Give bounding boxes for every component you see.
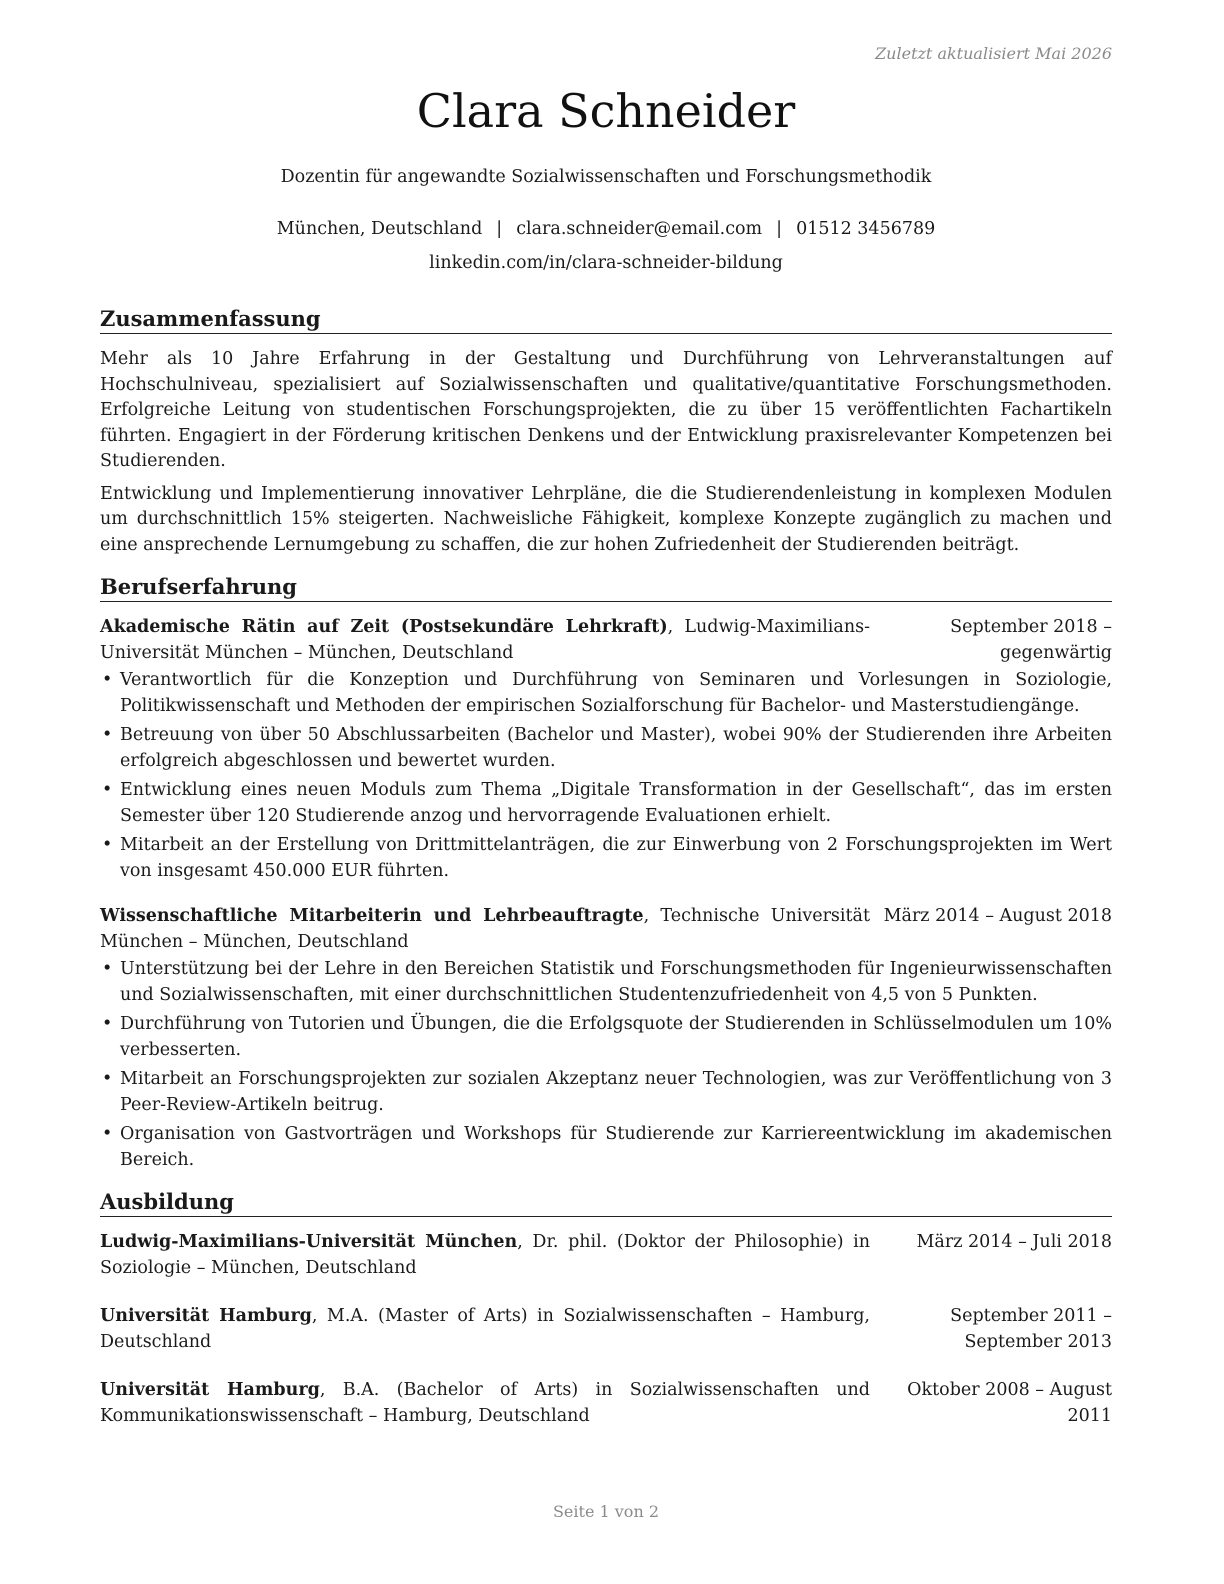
email-link[interactable]: clara.schneider@email.com [516,219,763,239]
education-dates: März 2014 – Juli 2018 [916,1232,1112,1252]
education-heading [100,1378,870,1429]
job-title: Wissenschaftliche Mitarbeiterin und Lehrbeauftragte [100,906,644,926]
bullet-item: • Betreuung von über 50 Abschlussarbeiten (Bachelor und Master), wobei 90% der Studierenden ihre Arbeiten erfolgreich abgeschlossen und bewertet wurden. [100,723,1112,774]
job-dates: März 2014 – August 2018 [883,906,1112,926]
bullet-item: • Unterstützung bei der Lehre in den Bereichen Statistik und Forschungsmethoden für Ingenieurwissenschaften und Sozialwissenschaften, mit einer durchschnittlichen Studentenzufriedenheit von 4,5 von 5 Punkten. [100,957,1112,1008]
institution-name: Universität Hamburg [100,1380,320,1400]
separator: | [776,219,783,239]
experience-section [100,572,1112,1173]
degree-details: , M.A. (Master of Arts) in Sozialwissenschaften – Hamburg, Deutschland [100,1306,870,1352]
location: München, Deutschland [276,219,483,239]
section-heading-experience: Berufserfahrung [100,572,1112,602]
bullet-item: • Entwicklung eines neuen Moduls zum Thema „Digitale Transformation in der Gesellschaft“, das im ersten Semester über 120 Studierende anzog und hervorragende Evaluationen erhielt. [100,778,1112,829]
education-heading [100,1304,870,1355]
resume-content [100,304,1112,1429]
job-heading [100,904,870,955]
job-bullets [100,957,1112,1173]
resume-page [100,0,1112,1584]
bullet-item: • Mitarbeit an Forschungsprojekten zur sozialen Akzeptanz neuer Technologien, was zur Veröffentlichung von 3 Peer-Review-Artikeln beitrug. [100,1067,1112,1118]
page-number: Seite 1 von 2 [552,1502,660,1521]
phone: 01512 3456789 [796,219,936,239]
bullet-item: • Durchführung von Tutorien und Übungen, die die Erfolgsquote der Studierenden in Schlüsselmodulen um 10% verbesserten. [100,1012,1112,1063]
education-entry [100,1378,1112,1429]
job-title: Akademische Rätin auf Zeit (Postsekundäre Lehrkraft) [100,617,668,637]
education-section [100,1187,1112,1429]
institution-name: Universität Hamburg [100,1306,312,1326]
education-dates: September 2011 – September 2013 [950,1306,1112,1352]
job-bullets [100,668,1112,884]
separator: | [496,219,503,239]
bullet-item: • Mitarbeit an der Erstellung von Drittmittelanträgen, die zur Einwerbung von 2 Forschungsprojekten im Wert von insgesamt 450.000 EUR führten. [100,833,1112,884]
linkedin-link[interactable]: linkedin.com/in/clara-schneider-bildung [429,253,783,273]
person-name: Clara Schneider [416,84,796,138]
job-employer: , Ludwig-Maximilians-Universität München – München, Deutschland [100,617,870,663]
job-entry [100,615,1112,884]
job-dates: September 2018 – gegenwärtig [950,617,1112,663]
degree-details: , B.A. (Bachelor of Arts) in Sozialwissenschaften und Kommunikationswissenschaft – Hamburg, Deutschland [100,1380,870,1426]
job-entry [100,904,1112,1173]
job-heading [100,615,870,666]
contact-line [100,219,1112,239]
education-entry [100,1230,1112,1281]
job-header [100,904,1112,955]
bullet-item: • Organisation von Gastvorträgen und Workshops für Studierende zur Karriereentwicklung im akademischen Bereich. [100,1122,1112,1173]
bullet-item: • Verantwortlich für die Konzeption und Durchführung von Seminaren und Vorlesungen in Soziologie, Politikwissenschaft und Methoden der empirischen Sozialforschung für Bachelor- und Masterstudiengänge. [100,668,1112,719]
section-heading-summary: Zusammenfassung [100,304,1112,334]
job-employer: , Technische Universität München – München, Deutschland [100,906,871,952]
summary-paragraph: Entwicklung und Implementierung innovativer Lehrpläne, die die Studierendenleistung in komplexen Modulen um durchschnittlich 15% steigerten. Nachweisliche Fähigkeit, komplexe Konzepte zugänglich zu machen und eine ansprechende Lernumgebung zu schaffen, die zur hohen Zufriedenheit der Studierenden beiträgt. [100,483,1112,555]
degree-details: , Dr. phil. (Doktor der Philosophie) in Soziologie – München, Deutschland [100,1232,870,1278]
section-heading-education: Ausbildung [100,1187,1112,1217]
summary-paragraph: Mehr als 10 Jahre Erfahrung in der Gestaltung und Durchführung von Lehrveranstaltungen auf Hochschulniveau, spezialisiert auf Sozialwissenschaften und qualitative/quantitative Forschungsmethoden. Erfolgreiche Leitung von studentischen Forschungsprojekten, die zu über 15 veröffentlichten Fachartikeln führten. Engagiert in der Förderung kritischen Denkens und der Entwicklung praxisrelevanter Kompetenzen bei Studierenden. [100,349,1112,471]
education-entry [100,1304,1112,1355]
summary-section [100,304,1112,558]
last-updated: Zuletzt aktualisiert Mai 2026 [875,44,1112,63]
education-heading [100,1230,870,1281]
job-title: Dozentin für angewandte Sozialwissenschaften und Forschungsmethodik [280,167,932,187]
education-dates: Oktober 2008 – August 2011 [907,1380,1112,1426]
institution-name: Ludwig-Maximilians-Universität München [100,1232,518,1252]
job-header [100,615,1112,666]
